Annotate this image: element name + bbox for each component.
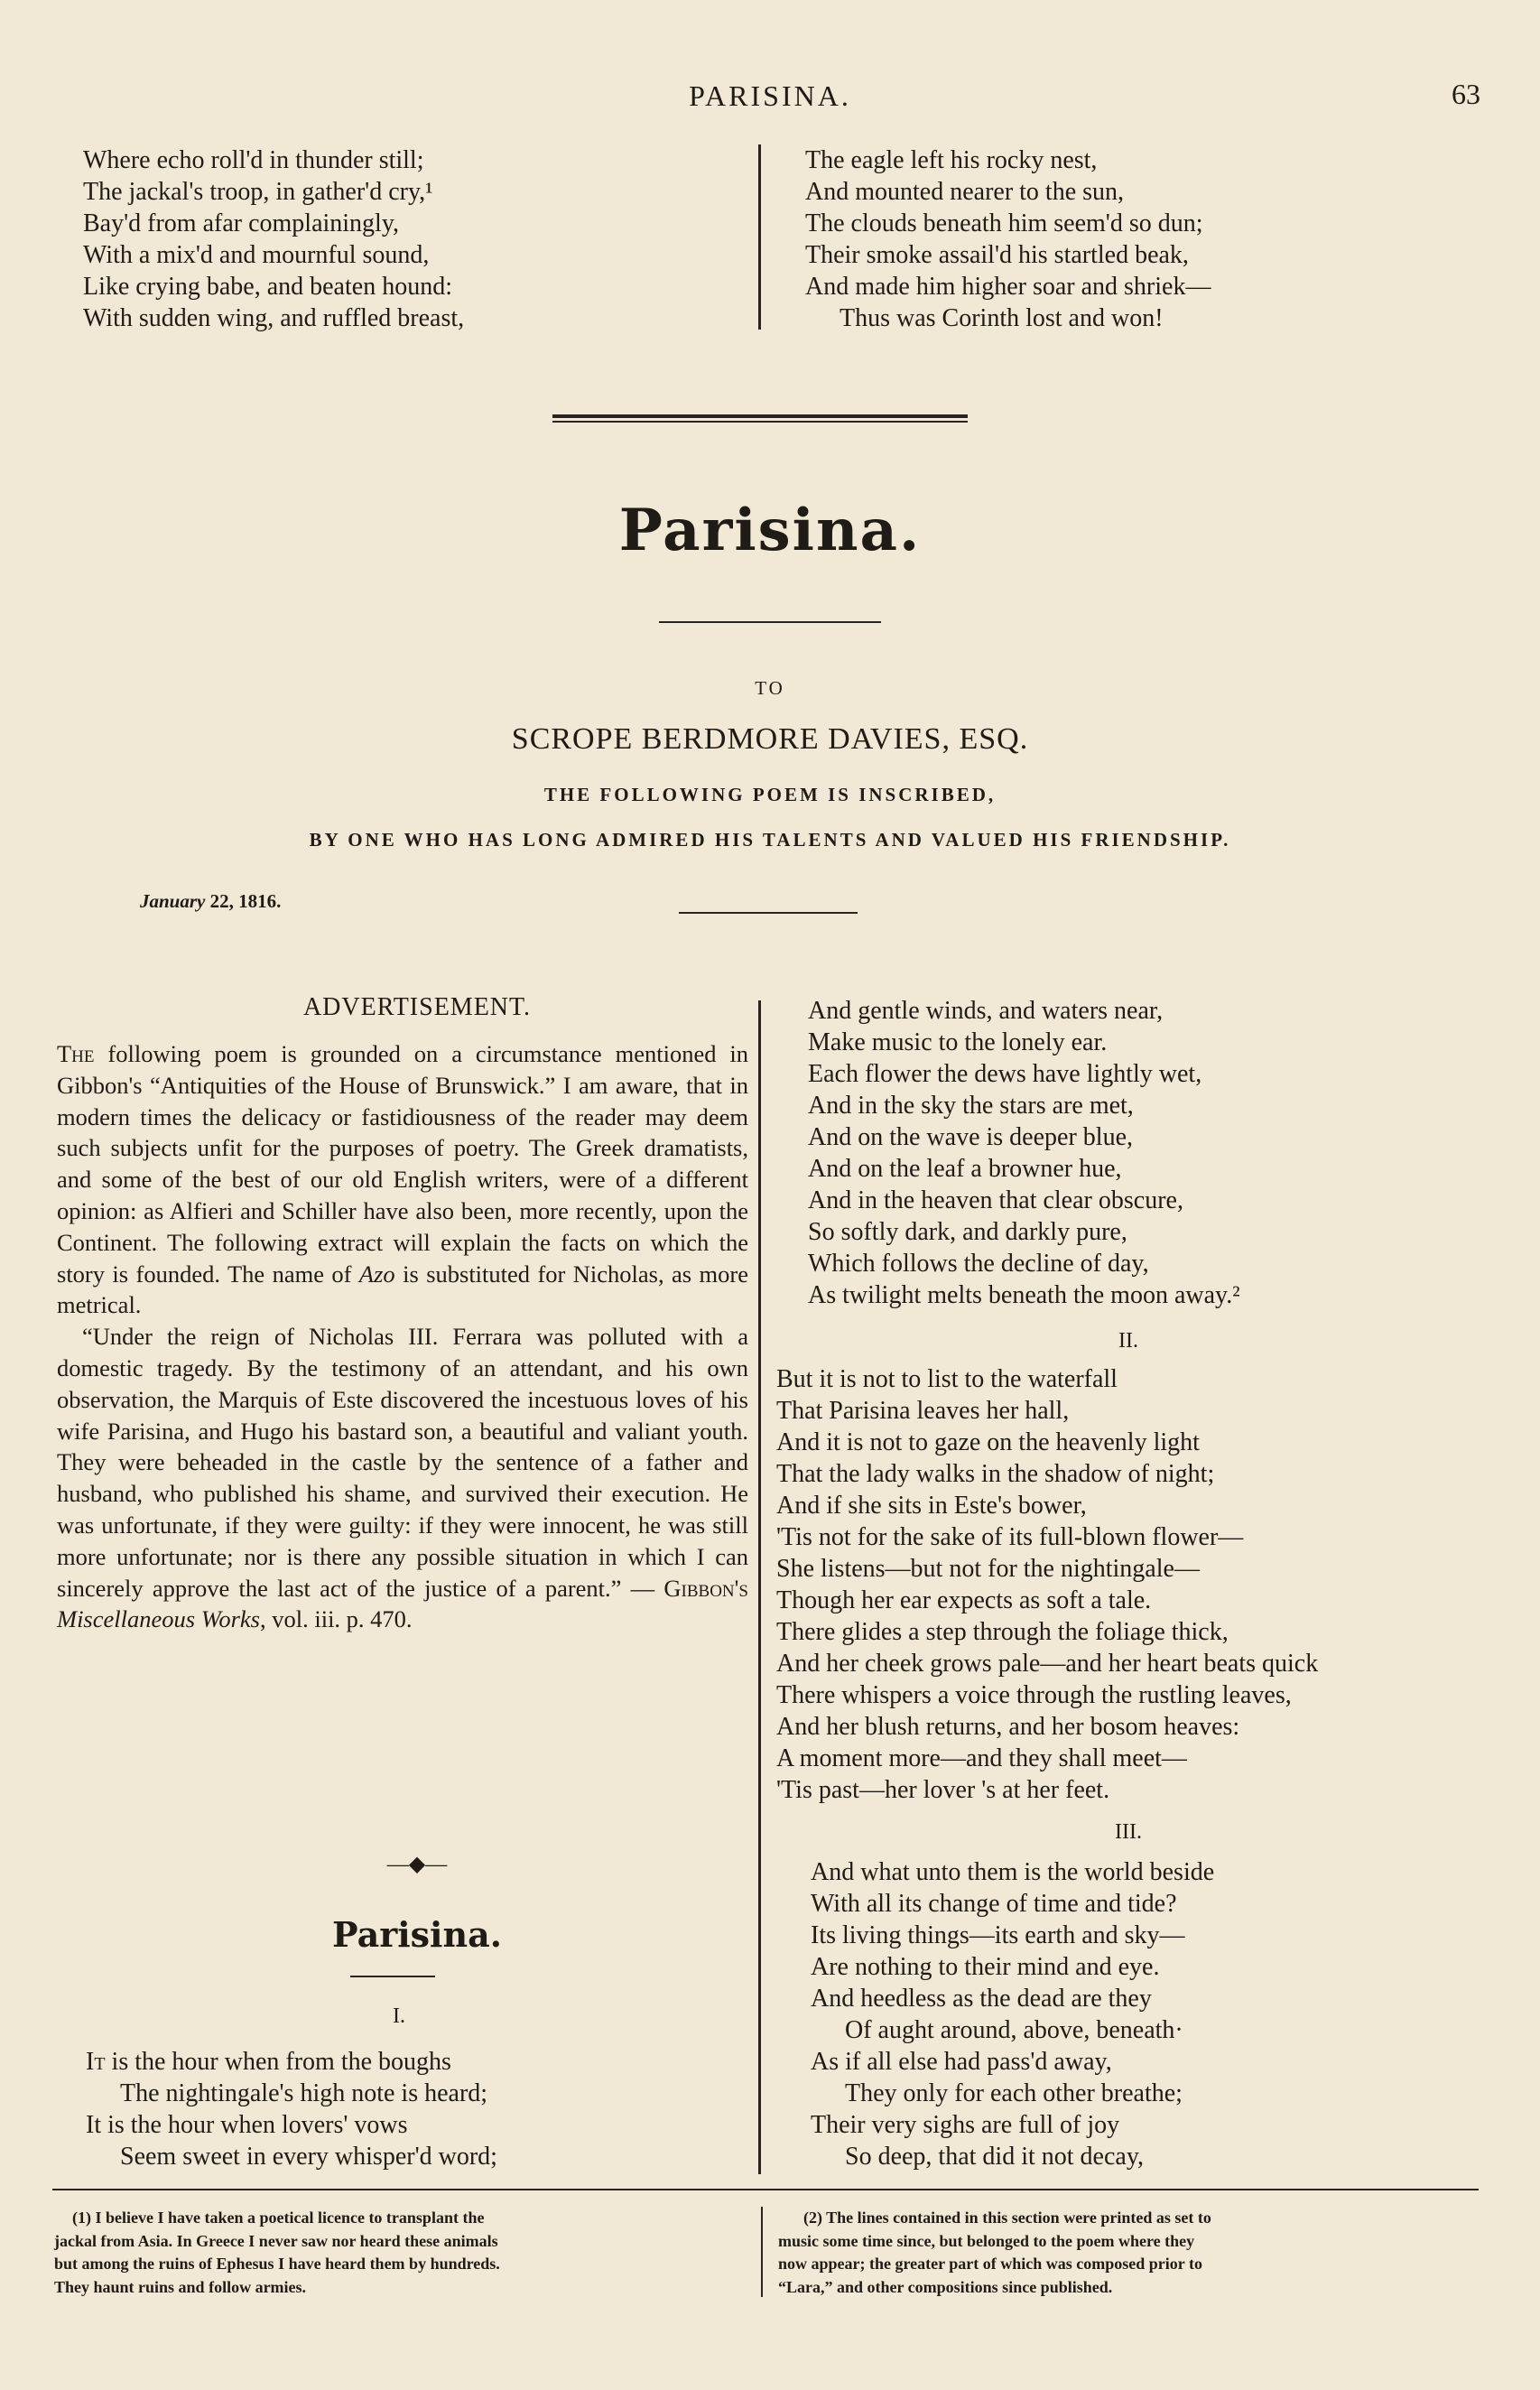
section-1-continuation <box>808 995 1494 1311</box>
poem-line: With sudden wing, and ruffled breast, <box>83 304 465 332</box>
poem-line: Where echo roll'd in thunder still; <box>83 146 424 174</box>
footnote-1 <box>54 2207 758 2299</box>
advertisement-heading: ADVERTISEMENT. <box>302 993 532 1021</box>
section-2 <box>776 1363 1498 1806</box>
footnote-rule <box>52 2189 1479 2190</box>
poem-line: As twilight melts beneath the moon away.² <box>808 1281 1240 1309</box>
dedication-line-1: THE FOLLOWING POEM IS INSCRIBED, <box>543 784 997 805</box>
poem-line: The nightingale's high note is heard; <box>120 2079 488 2107</box>
dedication-to: TO <box>755 677 785 699</box>
date-rest: 22, 1816. <box>205 890 282 912</box>
poem-line: That the lady walks in the shadow of night; <box>776 1460 1215 1488</box>
poem-line: As if all else had pass'd away, <box>811 2048 1112 2076</box>
column-divider <box>758 144 761 330</box>
poem-line: Each flower the dews have lightly wet, <box>808 1060 1202 1088</box>
title-rule <box>659 621 881 623</box>
separator-rule <box>552 421 968 423</box>
subtitle-rule <box>350 1976 435 1977</box>
advertisement-paragraph-1: The following poem is grounded on a circumstance mentioned in Gibbon's “Antiquities of the House of Brunswick.” I am aware, that in modern times the delicacy or fastidiousness of the reader may deem such subjects unfit for the purposes of poetry. The Greek dramatists, and some of the best of our old English writers, were of a different opinion: as Alfieri and Schiller have also been, more recently, upon the Continent. The following extract will explain the facts on which the story is founded. The name of Azo is substituted for Nicholas, as more metrical. <box>57 1040 748 1319</box>
section-number-2: II. <box>1118 1329 1138 1353</box>
poem-line: And made him higher soar and shriek— <box>805 273 1211 301</box>
section-number-3: III. <box>1115 1820 1142 1844</box>
poem-line: And in the sky the stars are met, <box>808 1092 1134 1120</box>
poem-line: 'Tis past—her lover 's at her feet. <box>776 1776 1110 1804</box>
poem-line: The eagle left his rocky nest, <box>805 146 1098 174</box>
footnote-2 <box>778 2207 1500 2299</box>
poem-line: And gentle winds, and waters near, <box>808 997 1164 1025</box>
poem-line: And in the heaven that clear obscure, <box>808 1186 1183 1214</box>
section-number-1: I. <box>393 2004 405 2028</box>
poem-line: They only for each other breathe; <box>845 2079 1183 2107</box>
poem-line: Though her ear expects as soft a tale. <box>776 1586 1152 1614</box>
poem-title: Parisina. <box>618 497 922 564</box>
footnote-line: They haunt ruins and follow armies. <box>54 2277 307 2296</box>
footnote-line: (2) The lines contained in this section were printed as set to <box>803 2209 1211 2227</box>
running-title: PARISINA. <box>689 79 851 112</box>
advertisement-body <box>57 1038 748 1635</box>
poem-line: Are nothing to their mind and eye. <box>811 1953 1160 1981</box>
poem-line: The jackal's troop, in gather'd cry,¹ <box>83 178 433 206</box>
poem-line: Thus was Corinth lost and won! <box>840 304 1164 332</box>
poem-line: Their smoke assail'd his startled beak, <box>805 241 1189 269</box>
footnote-line: music some time since, but belonged to the poem where they <box>778 2231 1195 2250</box>
poem-line: And her blush returns, and her bosom heaves: <box>776 1713 1240 1741</box>
poem-line: There whispers a voice through the rustling leaves, <box>776 1681 1292 1709</box>
ornament-divider: —◆— <box>386 1853 448 1876</box>
section-3 <box>811 1856 1497 2172</box>
advertisement-paragraph-2: “Under the reign of Nicholas III. Ferrara was polluted with a domestic tragedy. By the testimony of an attendant, and his own observation, the Marquis of Este discovered the incestuous loves of his wife Parisina, and Hugo his bastard son, a beautiful and valiant youth. They were beheaded in the castle by the sentence of a father and husband, who published his shame, and survived their execution. He was unfortunate, if they were guilty: if they were innocent, he was still more unfortunate; nor is there any possible situation in which I can sincerely approve the last act of the justice of a parent.” — Gibbon's Miscellaneous Works, vol. iii. p. 470. <box>57 1323 748 1633</box>
poem-line: And on the leaf a browner hue, <box>808 1155 1122 1183</box>
poem-line: Make music to the lonely ear. <box>808 1028 1108 1056</box>
dedication-rule <box>679 912 858 914</box>
poem-line: And what unto them is the world beside <box>811 1858 1215 1886</box>
top-poem-left <box>83 144 751 334</box>
poem-line: That Parisina leaves her hall, <box>776 1397 1070 1425</box>
date-month: January <box>140 890 206 912</box>
poem-line: With all its change of time and tide? <box>811 1890 1177 1918</box>
footnote-line: now appear; the greater part of which was composed prior to <box>778 2255 1202 2273</box>
poem-line: Bay'd from afar complainingly, <box>83 209 400 237</box>
poem-line: Its living things—its earth and sky— <box>811 1921 1185 1949</box>
poem-line: 'Tis not for the sake of its full-blown flower— <box>776 1523 1244 1551</box>
dedication-line-2: BY ONE WHO HAS LONG ADMIRED HIS TALENTS AND VALUED HIS FRIENDSHIP. <box>309 829 1231 851</box>
footnote-line: “Lara,” and other compositions since published. <box>778 2277 1113 2296</box>
poem-line: There glides a step through the foliage thick, <box>776 1618 1229 1646</box>
footnote-line: (1) I believe I have taken a poetical licence to transplant the <box>72 2209 485 2227</box>
poem-subtitle: Parisina. <box>332 1914 502 1955</box>
poem-line: So softly dark, and darkly pure, <box>808 1218 1127 1246</box>
poem-line: But it is not to list to the waterfall <box>776 1365 1118 1393</box>
footnote-line: jackal from Asia. In Greece I never saw nor heard these animals <box>54 2231 498 2250</box>
poem-line: So deep, that did it not decay, <box>845 2143 1144 2171</box>
poem-line: It is the hour when lovers' vows <box>86 2111 408 2139</box>
poem-line: And on the wave is deeper blue, <box>808 1123 1133 1151</box>
poem-line: Their very sighs are full of joy <box>811 2111 1120 2139</box>
dedication-name: SCROPE BERDMORE DAVIES, ESQ. <box>511 722 1029 756</box>
top-poem-right <box>805 144 1473 334</box>
poem-line: With a mix'd and mournful sound, <box>83 241 430 269</box>
separator-rule <box>552 414 968 418</box>
footnote-line: but among the ruins of Ephesus I have heard them by hundreds. <box>54 2255 500 2273</box>
poem-line: It is the hour when from the boughs <box>86 2048 451 2076</box>
poem-line: She listens—but not for the nightingale— <box>776 1555 1200 1583</box>
poem-line: Like crying babe, and beaten hound: <box>83 273 452 301</box>
footnote-divider <box>761 2207 763 2297</box>
poem-line: And it is not to gaze on the heavenly light <box>776 1428 1200 1456</box>
poem-line: And if she sits in Este's bower, <box>776 1492 1087 1520</box>
poem-line: Seem sweet in every whisper'd word; <box>120 2143 497 2171</box>
poem-line: Which follows the decline of day, <box>808 1250 1149 1278</box>
poem-line: Of aught around, above, beneath· <box>845 2016 1183 2044</box>
poem-line: And mounted nearer to the sun, <box>805 178 1125 206</box>
poem-line: And heedless as the dead are they <box>811 1985 1152 2013</box>
poem-line: And her cheek grows pale—and her heart beats quick <box>776 1650 1319 1678</box>
section-1-opening <box>86 2046 754 2172</box>
drop-word: The <box>57 1040 95 1067</box>
column-divider <box>758 1000 761 2174</box>
page-number: 63 <box>1452 78 1480 110</box>
dedication-date <box>140 890 281 913</box>
poem-line: A moment more—and they shall meet— <box>776 1744 1187 1772</box>
poem-line: The clouds beneath him seem'd so dun; <box>805 209 1203 237</box>
